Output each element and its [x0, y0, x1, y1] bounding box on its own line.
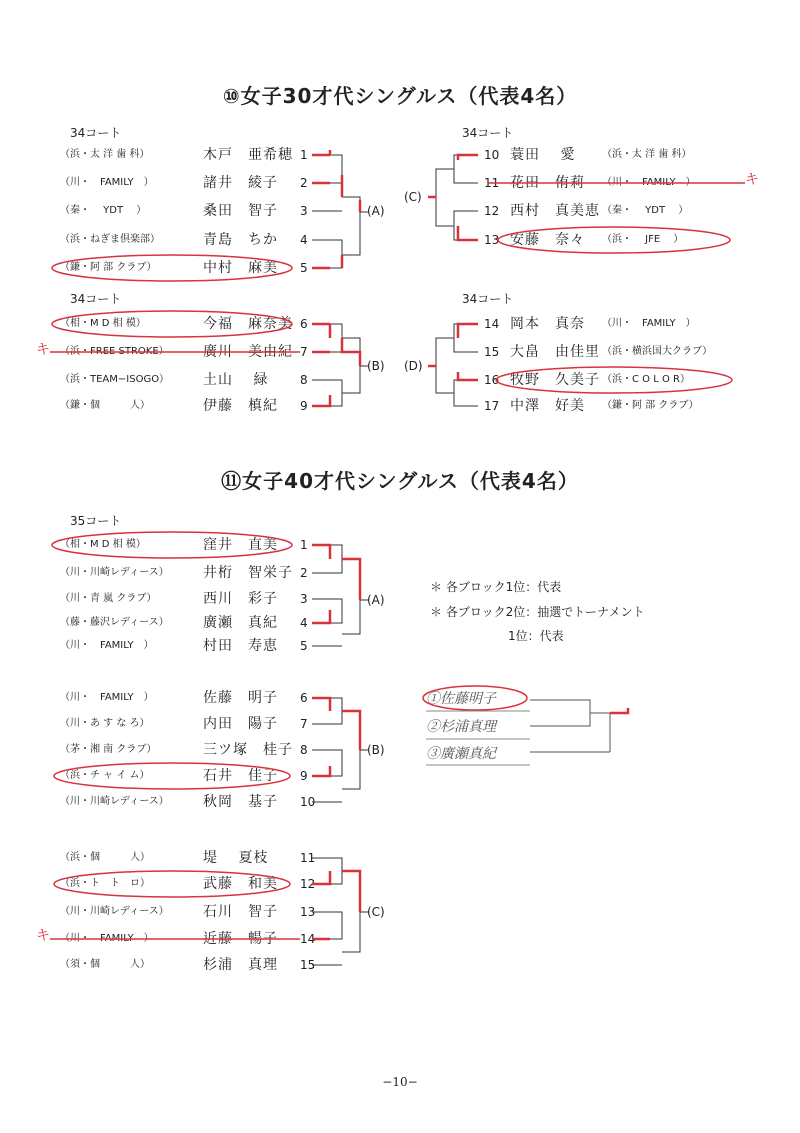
- player-name: 蓑田 愛: [510, 147, 576, 163]
- affiliation: （浜・太 洋 歯 科）: [602, 149, 692, 160]
- seed-number: 9: [300, 399, 308, 413]
- seed-number: 7: [300, 717, 308, 731]
- seed-number: 1: [300, 538, 308, 552]
- affiliation: （川・あ す な ろ）: [60, 718, 150, 729]
- affiliation: （藤・藤沢レディース）: [60, 617, 169, 628]
- block-label-d: (D): [404, 359, 423, 373]
- player-name: 伊藤 槙紀: [203, 398, 278, 414]
- seed-number: 3: [300, 592, 308, 606]
- player-name: 土山 緑: [203, 372, 269, 388]
- affiliation: （秦・ YDT ）: [60, 205, 147, 216]
- player-name: 村田 寿恵: [203, 638, 278, 654]
- player-name: 西川 彩子: [203, 591, 278, 607]
- affiliation: （相・M D 相 模）: [60, 318, 146, 329]
- player-name: 三ツ塚 桂子: [203, 742, 293, 758]
- seed-number: 15: [300, 958, 316, 972]
- player-name: 青島 ちか: [203, 232, 278, 248]
- affiliation: （川・青 嵐 クラブ）: [60, 593, 157, 604]
- affiliation: （須・個 人）: [60, 959, 150, 970]
- affiliation: （茅・湘 南 クラブ）: [60, 744, 157, 755]
- affiliation: （川・ FAMILY ）: [60, 640, 154, 651]
- seed-number: 4: [300, 616, 308, 630]
- player-name: 秋岡 基子: [203, 794, 278, 810]
- affiliation: （相・M D 相 模）: [60, 539, 146, 550]
- playoff-entry: ③廣瀬真紀: [426, 746, 496, 762]
- affiliation: （浜・太 洋 歯 科）: [60, 149, 150, 160]
- affiliation: （川・川崎レディース）: [60, 796, 169, 807]
- affiliation: （浜・ JFE ）: [602, 234, 684, 245]
- affiliation: （浜・C O L O R）: [602, 374, 690, 385]
- withdraw-mark: キ: [36, 342, 50, 358]
- player-name: 堤 夏枝: [203, 850, 269, 866]
- player-name: 中村 麻美: [203, 260, 278, 276]
- seed-number: 3: [300, 204, 308, 218]
- affiliation: （川・ FAMILY ）: [60, 177, 154, 188]
- player-name: 桑田 智子: [203, 203, 278, 219]
- seed-number: 12: [300, 877, 316, 891]
- player-name: 石井 佳子: [203, 768, 278, 784]
- seed-number: 14: [484, 317, 500, 331]
- player-name: 岡本 真奈: [510, 316, 585, 332]
- seed-number: 15: [484, 345, 500, 359]
- player-name: 廣瀬 真紀: [203, 615, 278, 631]
- player-name: 木戸 亜希穂: [203, 147, 293, 163]
- block-label-c: (C): [367, 905, 385, 919]
- seed-number: 12: [484, 204, 500, 218]
- player-name: 今福 麻奈美: [203, 316, 293, 332]
- block-label-a: (A): [367, 204, 385, 218]
- note-line: ＊ 各ブロック2位：抽選でトーナメント: [430, 605, 645, 619]
- section-title-30s: ⑩女子30才代シングルス（代表4名）: [222, 84, 578, 108]
- affiliation: （秦・ YDT ）: [602, 205, 689, 216]
- seed-number: 2: [300, 176, 308, 190]
- withdraw-mark: キ: [745, 172, 759, 188]
- player-name: 大畠 由佳里: [510, 344, 600, 360]
- player-name: 井桁 智栄子: [203, 565, 293, 581]
- player-name: 窪井 直美: [203, 537, 278, 553]
- affiliation: （川・ FAMILY ）: [60, 933, 154, 944]
- seed-number: 6: [300, 691, 308, 705]
- withdraw-mark: キ: [36, 928, 50, 944]
- seed-number: 11: [484, 176, 500, 190]
- seed-number: 5: [300, 639, 308, 653]
- seed-number: 5: [300, 261, 308, 275]
- block-label-b: (B): [367, 743, 385, 757]
- seed-number: 9: [300, 769, 308, 783]
- affiliation: （浜・FREE STROKE）: [60, 346, 169, 357]
- player-name: 安藤 奈々: [510, 232, 585, 248]
- seed-number: 16: [484, 373, 500, 387]
- block-label-b: (B): [367, 359, 385, 373]
- seed-number: 8: [300, 373, 308, 387]
- affiliation: （浜・個 人）: [60, 852, 150, 863]
- note-line: 1位：代表: [508, 629, 564, 643]
- court-label: 34コート: [70, 126, 122, 140]
- affiliation: （川・ FAMILY ）: [602, 318, 696, 329]
- playoff-entry: ②杉浦真理: [426, 719, 496, 735]
- note-line: ＊ 各ブロック1位：代表: [430, 580, 562, 594]
- seed-number: 13: [300, 905, 316, 919]
- seed-number: 17: [484, 399, 500, 413]
- seed-number: 4: [300, 233, 308, 247]
- seed-number: 8: [300, 743, 308, 757]
- court-label: 34コート: [462, 126, 514, 140]
- affiliation: （鎌・阿 部 クラブ）: [602, 400, 699, 411]
- seed-number: 10: [484, 148, 500, 162]
- player-name: 内田 陽子: [203, 716, 278, 732]
- affiliation: （浜・TEAM−ISOGO）: [60, 374, 170, 385]
- seed-number: 6: [300, 317, 308, 331]
- seed-number: 13: [484, 233, 500, 247]
- affiliation: （鎌・阿 部 クラブ）: [60, 262, 157, 273]
- player-name: 中澤 好美: [510, 398, 585, 414]
- player-name: 諸井 綾子: [203, 175, 278, 191]
- affiliation: （浜・ねぎま倶楽部）: [60, 234, 160, 245]
- affiliation: （浜・チ ャ イ ム）: [60, 770, 150, 781]
- court-label: 34コート: [462, 292, 514, 306]
- player-name: 杉浦 真理: [203, 957, 278, 973]
- page-number: −10−: [382, 1075, 418, 1089]
- affiliation: （川・川崎レディース）: [60, 906, 169, 917]
- court-label: 34コート: [70, 292, 122, 306]
- seed-number: 1: [300, 148, 308, 162]
- affiliation: （浜・横浜国大クラブ）: [602, 346, 713, 357]
- playoff-entry: ①佐藤明子: [426, 691, 496, 707]
- affiliation: （川・ FAMILY ）: [602, 177, 696, 188]
- seed-number: 2: [300, 566, 308, 580]
- affiliation: （川・川崎レディース）: [60, 567, 169, 578]
- player-name: 廣川 美由紀: [203, 344, 293, 360]
- seed-number: 11: [300, 851, 316, 865]
- player-name: 花田 侑莉: [510, 175, 585, 191]
- section-title-40s: ⑪女子40才代シングルス（代表4名）: [221, 469, 579, 493]
- court-label: 35コート: [70, 514, 122, 528]
- seed-number: 14: [300, 932, 316, 946]
- affiliation: （鎌・個 人）: [60, 400, 150, 411]
- player-name: 武藤 和美: [203, 876, 278, 892]
- player-name: 石川 智子: [203, 904, 278, 920]
- player-name: 佐藤 明子: [203, 690, 278, 706]
- block-label-c: (C): [404, 190, 422, 204]
- player-name: 近藤 暢子: [203, 931, 278, 947]
- affiliation: （川・ FAMILY ）: [60, 692, 154, 703]
- player-name: 牧野 久美子: [510, 372, 600, 388]
- seed-number: 10: [300, 795, 316, 809]
- affiliation: （浜・ト ト ロ）: [60, 878, 150, 889]
- player-name: 西村 真美恵: [510, 203, 600, 219]
- block-label-a: (A): [367, 593, 385, 607]
- seed-number: 7: [300, 345, 308, 359]
